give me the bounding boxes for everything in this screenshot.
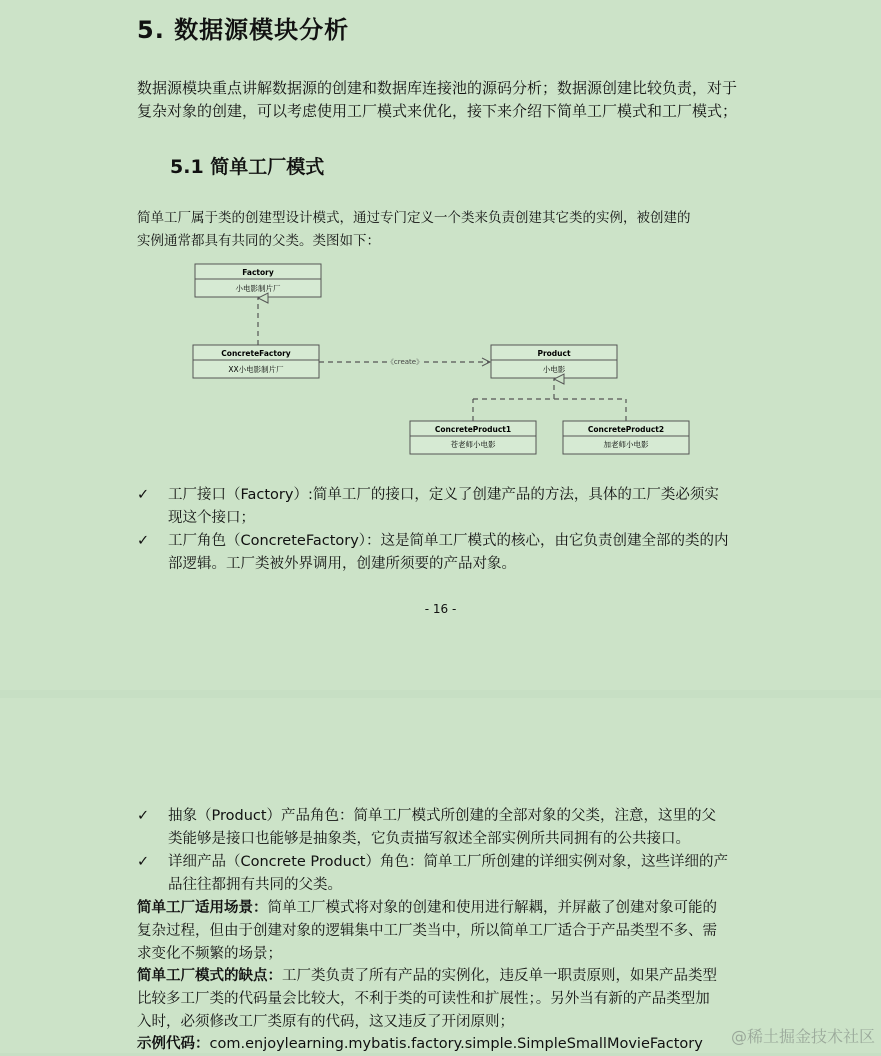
concrete-product1-name: ConcreteProduct1 [434, 425, 512, 434]
watermark: @稀土掘金技术社区 [730, 1027, 875, 1046]
concrete-product2-name: ConcreteProduct2 [587, 425, 665, 434]
scenario-label: 简单工厂适用场景： [137, 900, 268, 916]
factory-class-box [195, 264, 321, 297]
factory-name: Factory [242, 268, 274, 277]
bullet-line-2: 现这个接口； [168, 510, 255, 526]
product-name: Product [537, 349, 571, 358]
concrete-product1-class-box [410, 421, 536, 454]
concrete-product2-desc: 加老师小电影 [603, 440, 649, 449]
scenario-line-1: 简单工厂模式将对象的创建和使用进行解耦，并屏蔽了创建对象可能的 [267, 900, 717, 916]
check-icon: ✓ [137, 533, 150, 549]
concrete-product2-class-box [563, 421, 689, 454]
page-number: - 16 - [424, 602, 457, 616]
check-icon: ✓ [137, 808, 150, 824]
example-class-path: com.enjoylearning.mybatis.factory.simple.SimpleSmallMovieFactory [209, 1036, 703, 1052]
bullet-line-2: 部逻辑。工厂类被外界调用，创建所须要的产品对象。 [168, 556, 516, 572]
create-label: 《create》 [386, 358, 424, 366]
bullet-abstract-product [137, 805, 752, 851]
product-class-box [491, 345, 617, 378]
intro-line-1: 数据源模块重点讲解数据源的创建和数据库连接池的源码分析；数据源创建比较负责，对于 [137, 79, 738, 97]
bullet-line-1: 工厂接口（Factory）:简单工厂的接口，定义了创建产品的方法，具体的工厂类必须实 [168, 487, 719, 503]
scenario-line-2: 复杂过程，但由于创建对象的逻辑集中工厂类当中，所以简单工厂适合于产品类型不多、需 [137, 923, 717, 939]
bullet-factory-role [137, 530, 752, 576]
check-icon: ✓ [137, 854, 150, 870]
bullet-line-1: 工厂角色（ConcreteFactory）：这是简单工厂模式的核心，由它负责创建全部的类的内 [168, 533, 729, 549]
bullet-line-2: 类能够是接口也能够是抽象类，它负责描写叙述全部实例所共同拥有的公共接口。 [168, 831, 690, 847]
section-heading: 5. 数据源模块分析 [137, 16, 350, 44]
drawback-paragraph [137, 965, 749, 1034]
concrete-factory-name: ConcreteFactory [221, 349, 291, 358]
example-label: 示例代码： [137, 1036, 210, 1052]
product-desc: 小电影 [542, 365, 566, 374]
subsection-heading: 5.1 简单工厂模式 [170, 156, 325, 178]
bullet-concrete-product [137, 851, 752, 897]
factory-desc: 小电影制片厂 [235, 284, 281, 293]
drawback-line-2: 比较多工厂类的代码量会比较大，不利于类的可读性和扩展性；。另外当有新的产品类型加 [137, 991, 710, 1007]
bullet-line-2: 品往往都拥有共同的父类。 [168, 877, 342, 893]
intro-line-2: 复杂对象的创建，可以考虑使用工厂模式来优化，接下来介绍下简单工厂模式和工厂模式； [137, 102, 738, 120]
concrete-product1-desc: 苍老师小电影 [450, 440, 496, 449]
concrete-factory-desc: XX小电影制片厂 [228, 365, 284, 374]
class-diagram [0, 0, 881, 470]
bullet-line-1: 详细产品（Concrete Product）角色：简单工厂所创建的详细实例对象，这些详细的产 [168, 854, 728, 870]
drawback-label: 简单工厂模式的缺点： [137, 968, 282, 984]
scenario-paragraph [137, 897, 749, 966]
bullet-factory-interface [137, 484, 752, 530]
bullet-line-1: 抽象（Product）产品角色：简单工厂模式所创建的全部对象的父类，注意，这里的父 [168, 808, 717, 824]
desc-line-2: 实例通常都具有共同的父类。类图如下： [137, 233, 380, 249]
drawback-line-1: 工厂类负责了所有产品的实例化，违反单一职责原则，如果产品类型 [282, 968, 717, 984]
concrete-factory-class-box [193, 345, 319, 378]
desc-line-1: 简单工厂属于类的创建型设计模式，通过专门定义一个类来负责创建其它类的实例，被创建的 [137, 210, 691, 226]
drawback-line-3: 入时，必须修改工厂类原有的代码，这又违反了开闭原则； [137, 1014, 514, 1030]
check-icon: ✓ [137, 487, 150, 503]
scenario-line-3: 求变化不频繁的场景； [137, 946, 282, 962]
